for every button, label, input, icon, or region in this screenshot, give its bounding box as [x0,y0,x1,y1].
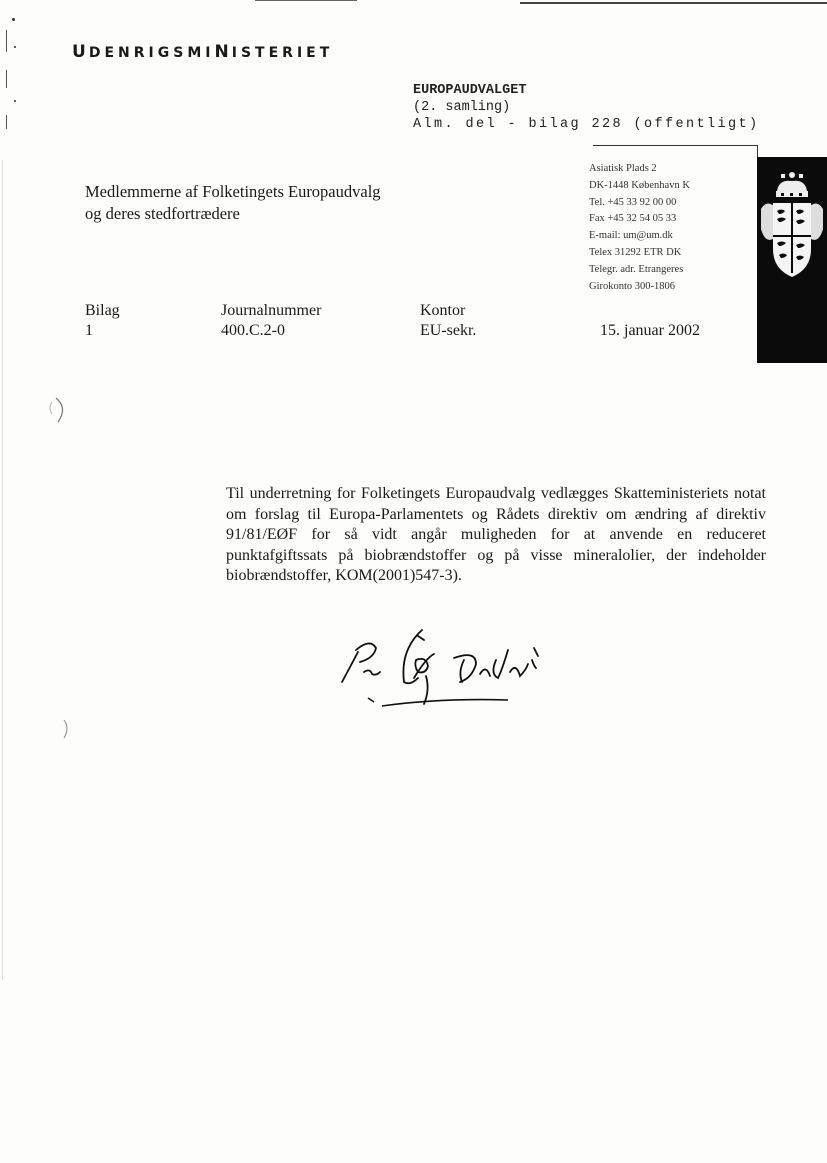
address-line: Telex 31292 ETR DK [589,246,682,258]
stamp-committee: EUROPAUDVALGET [413,83,527,98]
address-line: Fax +45 32 54 05 33 [589,213,677,225]
address-rule-tick [757,145,758,157]
address-block [589,161,690,295]
punch-hole-mark [58,718,78,742]
ministry-name: UDENRIGSMINISTERIET [72,42,334,62]
recipient-line: og deres stedfortrædere [85,204,240,223]
kontor-label: Kontor [420,302,466,319]
address-line: DK-1448 København K [589,179,690,191]
bilag-label: Bilag [85,302,120,319]
kontor-value: EU-sekr. [420,322,477,339]
stamp-reference: Alm. del - bilag 228 (offentligt) [413,117,760,132]
stamp-session: (2. samling) [413,100,511,115]
journal-field [221,301,321,341]
address-line: Asiatisk Plads 2 [589,163,657,174]
address-rule [593,145,758,146]
journal-value: 400.C.2-0 [221,322,285,339]
coat-of-arms-icon [757,169,827,289]
journal-label: Journalnummer [221,302,322,319]
address-line: Telegr. adr. Etrangeres [589,263,684,275]
body-paragraph: Til underretning for Folketingets Europaudvalg vedlægges Skatteministeriets notat om forslag til Europa-Parlamentets og Rådets direktiv om ændring af direktiv 91/81/EØF for så vidt angår muligheden for at anvende en reduceret punktafgiftssats på biobrændstoffer og på visse mineralolier, der indeholder biobrændstoffer, KOM(2001)547-3). [226,485,766,584]
letter-date: 15. januar 2002 [600,322,700,339]
address-line: E-mail: um@um.dk [589,230,673,242]
recipient-line: Medlemmerne af Folketingets Europaudvalg [85,182,381,201]
kontor-field [420,301,476,341]
bilag-field [85,301,120,341]
recipient-block [85,181,381,225]
bilag-value: 1 [85,322,93,339]
handwritten-signature [330,620,560,715]
committee-stamp [413,82,760,133]
punch-hole-mark [44,396,74,426]
address-line: Tel. +45 33 92 00 00 [589,196,677,208]
coat-of-arms-bar [757,157,827,363]
address-line: Girokonto 300-1806 [589,280,676,292]
